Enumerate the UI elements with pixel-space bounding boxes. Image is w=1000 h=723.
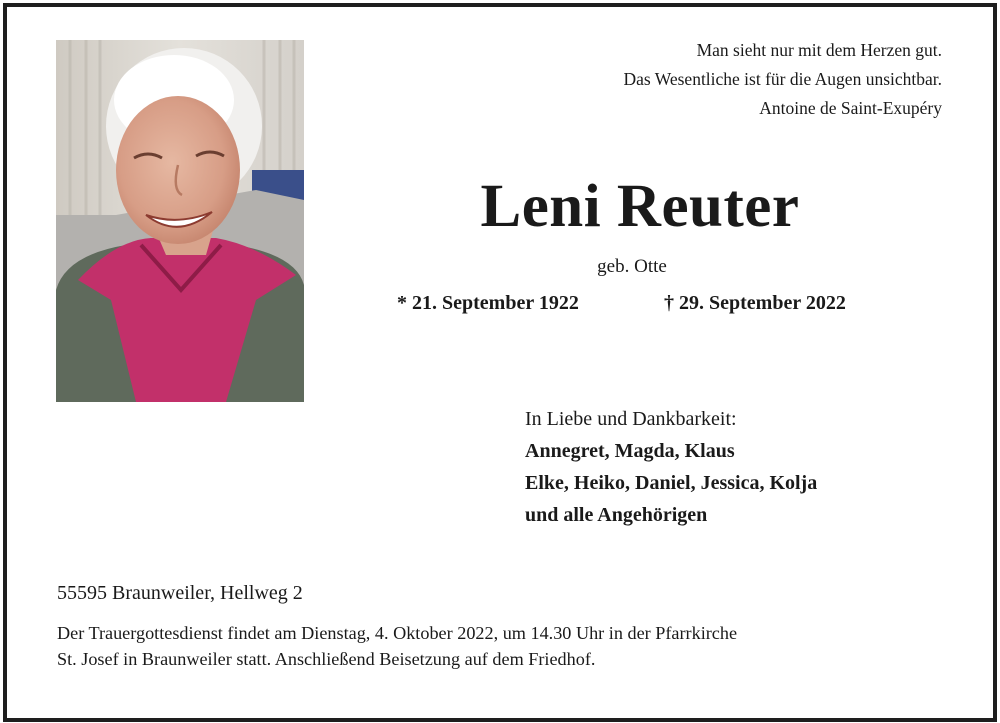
birth-name: geb. Otte: [597, 256, 667, 277]
family-address: 55595 Braunweiler, Hellweg 2: [57, 582, 303, 604]
quote-line: Man sieht nur mit dem Herzen gut.: [696, 40, 942, 60]
service-line: Der Trauergottesdienst findet am Dienstag, 4. Oktober 2022, um 14.30 Uhr in der Pfarrkirche: [57, 623, 738, 643]
family-line: und alle Angehörigen: [525, 504, 708, 526]
quote-author: Antoine de Saint-Exupéry: [759, 98, 942, 118]
portrait-photo: [56, 40, 304, 402]
birth-date: * 21. September 1922: [397, 292, 579, 314]
family-line: Annegret, Magda, Klaus: [525, 440, 735, 462]
funeral-service-info: [57, 620, 947, 672]
family-line: Elke, Heiko, Daniel, Jessica, Kolja: [525, 472, 818, 494]
death-date: † 29. September 2022: [664, 292, 846, 314]
service-line: St. Josef in Braunweiler statt. Anschließend Beisetzung auf dem Friedhof.: [57, 649, 596, 669]
memorial-quote: [480, 36, 942, 123]
family-mourners: [525, 403, 965, 531]
quote-line: Das Wesentliche ist für die Augen unsichtbar.: [623, 69, 942, 89]
family-intro: In Liebe und Dankbarkeit:: [525, 408, 737, 430]
deceased-name: Leni Reuter: [480, 173, 800, 240]
